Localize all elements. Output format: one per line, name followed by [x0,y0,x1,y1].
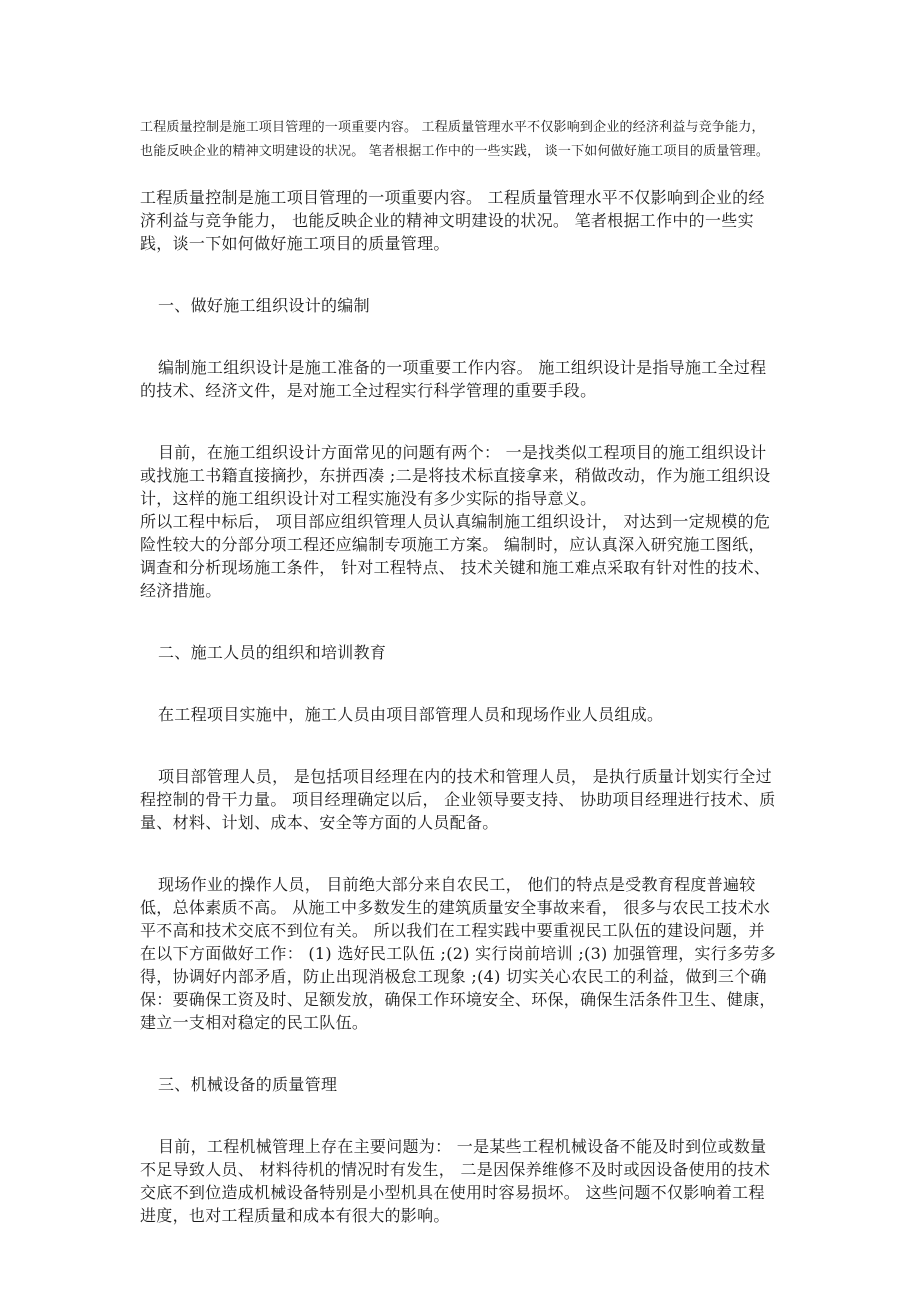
intro-paragraph: 工程质量控制是施工项目管理的一项重要内容。 工程质量管理水平不仅影响到企业的经济利益与竞争能力， 也能反映企业的精神文明建设的状况。 笔者根据工作中的一些实践，谈一下如何做好施工项目的质量管理。 [140,188,765,253]
section-1-paragraph-3: 所以工程中标后， 项目部应组织管理人员认真编制施工组织设计， 对达到一定规模的危险性较大的分部分项工程还应编制专项施工方案。 编制时，应认真深入研究施工图纸， 调查和分析现场施工条件， 针对工程特点、 技术关键和施工难点采取有针对性的技术、经济措施。 [140,512,771,600]
section-1-paragraph-2: 目前，在施工组织设计方面常见的问题有两个： 一是找类似工程项目的施工组织设计或找施工书籍直接摘抄，东拼西凑 ;二是将技术标直接拿来，稍做改动，作为施工组织设计，这样的施工组织设计对工程实施没有多少实际的指导意义。 [140,443,771,508]
section-2-paragraph-2: 项目部管理人员， 是包括项目经理在内的技术和管理人员， 是执行质量计划实行全过程控制的骨干力量。 项目经理确定以后， 企业领导要支持、 协助项目经理进行技术、质量、材料、计划、成本、安全等方面的人员配备。 [140,767,776,832]
article-body [140,186,780,1266]
abstract-text: 工程质量控制是施工项目管理的一项重要内容。 工程质量管理水平不仅影响到企业的经济利益与竞争能力， 也能反映企业的精神文明建设的状况。 笔者根据工作中的一些实践， 谈一下如何做好施工项目的质量管理。 [140,120,770,159]
abstract [140,116,780,164]
section-1-paragraph-1: 编制施工组织设计是施工准备的一项重要工作内容。 施工组织设计是指导施工全过程的技术、经济文件，是对施工全过程实行科学管理的重要手段。 [140,358,767,400]
section-3-heading: 三、机械设备的质量管理 [158,1075,338,1094]
section-2-paragraph-1: 在工程项目实施中，施工人员由项目部管理人员和现场作业人员组成。 [158,705,664,724]
section-2-heading: 二、施工人员的组织和培训教育 [158,643,387,662]
section-1-heading: 一、做好施工组织设计的编制 [158,296,370,315]
section-2-paragraph-3: 现场作业的操作人员， 目前绝大部分来自农民工， 他们的特点是受教育程度普遍较低，总体素质不高。 从施工中多数发生的建筑质量安全事故来看， 很多与农民工技术水平不高和技术交底不到位有关。 所以我们在工程实践中要重视民工队伍的建设问题，并在以下方面做好工作： (1) 选好民工队伍 ;(2) 实行岗前培训 ;(3) 加强管理，实行多劳多得，协调好内部矛盾，防止出现消极怠工现象 ;(4) 切实关心农民工的利益，做到三个确保：要确保工资及时、足额发放，确保工作环境安全、环保，确保生活条件卫生、健康，建立一支相对稳定的民工队伍。 [140,875,776,1032]
section-3-paragraph-1: 目前，工程机械管理上存在主要问题为： 一是某些工程机械设备不能及时到位或数量不足导致人员、 材料待机的情况时有发生， 二是因保养维修不及时或因设备使用的技术交底不到位造成机械设备特别是小型机具在使用时容易损坏。 这些问题不仅影响着工程进度，也对工程质量和成本有很大的影响。 [140,1137,771,1225]
